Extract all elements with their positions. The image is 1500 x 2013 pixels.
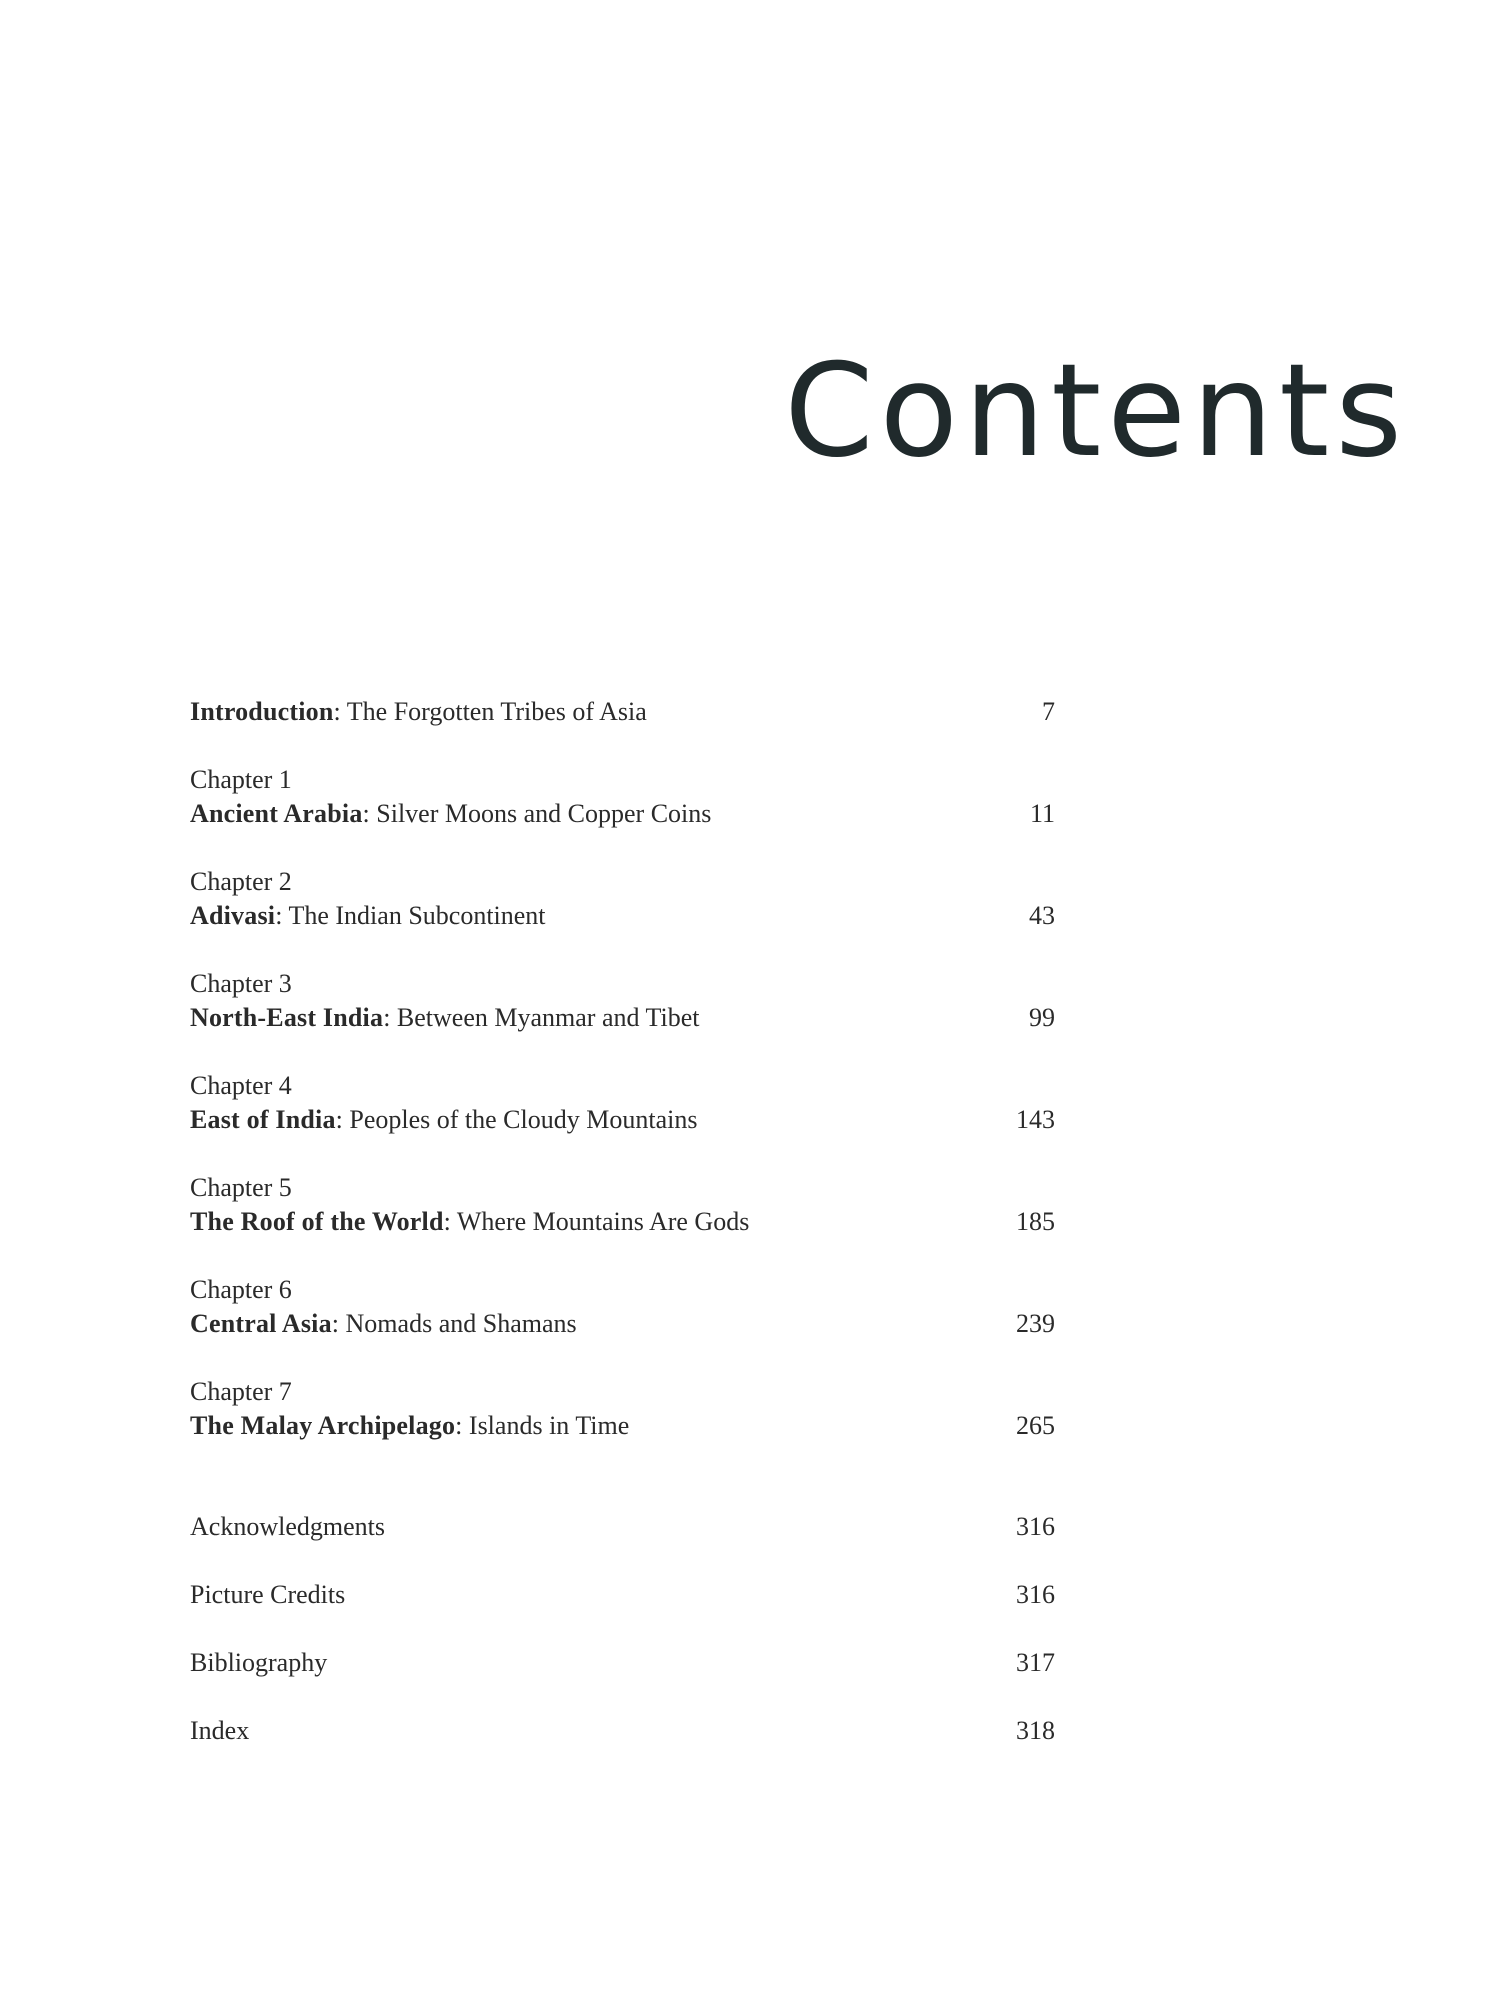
entry-subject: The Roof of the World <box>190 1207 444 1236</box>
chapter-label: Chapter 6 <box>190 1275 292 1304</box>
entry-title <box>190 1307 1055 1341</box>
entry-rest: The Forgotten Tribes of Asia <box>346 697 647 726</box>
entry-separator: : <box>383 1003 397 1032</box>
entry-separator: : <box>455 1411 469 1440</box>
chapter-label: Chapter 1 <box>190 765 292 794</box>
toc-entry-chapter-6[interactable] <box>190 1273 1055 1341</box>
chapter-label: Chapter 2 <box>190 867 292 896</box>
page-number: 43 <box>1029 901 1055 930</box>
page-title: Contents <box>784 337 1408 486</box>
table-of-contents <box>190 695 1055 1748</box>
entry-title <box>190 695 1055 729</box>
chapter-label: Chapter 4 <box>190 1071 292 1100</box>
toc-entry-chapter-2[interactable] <box>190 865 1055 933</box>
entry-title <box>190 899 1055 933</box>
entry-separator: : <box>362 799 377 828</box>
entry-subject: The Malay Archipelago <box>190 1411 456 1440</box>
toc-entry-chapter-4[interactable] <box>190 1069 1055 1137</box>
page-number: 265 <box>1016 1411 1055 1440</box>
toc-entry-chapter-1[interactable] <box>190 763 1055 831</box>
page-number: 318 <box>1016 1716 1055 1745</box>
chapter-label: Chapter 5 <box>190 1173 292 1202</box>
entry-rest: Between Myanmar and Tibet <box>396 1003 700 1032</box>
entry-subject: Ancient Arabia <box>190 799 363 828</box>
toc-entry-index[interactable] <box>190 1714 1055 1748</box>
entry-separator: : <box>333 697 347 726</box>
entry-title: Bibliography <box>190 1648 328 1677</box>
page-number: 143 <box>1016 1105 1055 1134</box>
entry-rest: The Indian Subcontinent <box>288 901 546 930</box>
entry-subject: Introduction <box>190 697 334 726</box>
entry-title: Acknowledgments <box>190 1512 385 1541</box>
entry-separator: : <box>335 1105 350 1134</box>
page-number: 316 <box>1016 1580 1055 1609</box>
entry-title <box>190 1001 1055 1035</box>
entry-rest: Peoples of the Cloudy Mountains <box>349 1105 698 1134</box>
toc-entry-chapter-5[interactable] <box>190 1171 1055 1239</box>
entry-subject: Central Asia <box>190 1309 332 1338</box>
entry-title <box>190 1205 1055 1239</box>
page-number: 99 <box>1029 1003 1055 1032</box>
page-number: 11 <box>1029 799 1055 828</box>
entry-rest: Nomads and Shamans <box>345 1309 577 1338</box>
chapter-label: Chapter 3 <box>190 969 292 998</box>
page-number: 185 <box>1016 1207 1055 1236</box>
chapter-label: Chapter 7 <box>190 1377 292 1406</box>
entry-separator: : <box>443 1207 457 1236</box>
entry-title: Index <box>190 1716 250 1745</box>
toc-entry-acknowledgments[interactable] <box>190 1510 1055 1544</box>
page-number: 317 <box>1016 1648 1055 1677</box>
entry-subject: Adivasi <box>190 901 276 930</box>
entry-subject: North-East India <box>190 1003 384 1032</box>
entry-title: Picture Credits <box>190 1580 346 1609</box>
entry-rest: Silver Moons and Copper Coins <box>376 799 712 828</box>
toc-entry-chapter-7[interactable] <box>190 1375 1055 1443</box>
toc-entry-picture-credits[interactable] <box>190 1578 1055 1612</box>
page-number: 316 <box>1016 1512 1055 1541</box>
entry-separator: : <box>275 901 289 930</box>
entry-title <box>190 1103 1055 1137</box>
entry-title <box>190 797 1055 831</box>
toc-entry-introduction[interactable] <box>190 695 1055 729</box>
page-number: 7 <box>1042 697 1055 726</box>
entry-rest: Islands in Time <box>468 1411 630 1440</box>
entry-title <box>190 1409 1055 1443</box>
entry-subject: East of India <box>190 1105 336 1134</box>
entry-separator: : <box>331 1309 346 1338</box>
page-number: 239 <box>1016 1309 1055 1338</box>
entry-rest: Where Mountains Are Gods <box>456 1207 750 1236</box>
toc-entry-chapter-3[interactable] <box>190 967 1055 1035</box>
toc-entry-bibliography[interactable] <box>190 1646 1055 1680</box>
